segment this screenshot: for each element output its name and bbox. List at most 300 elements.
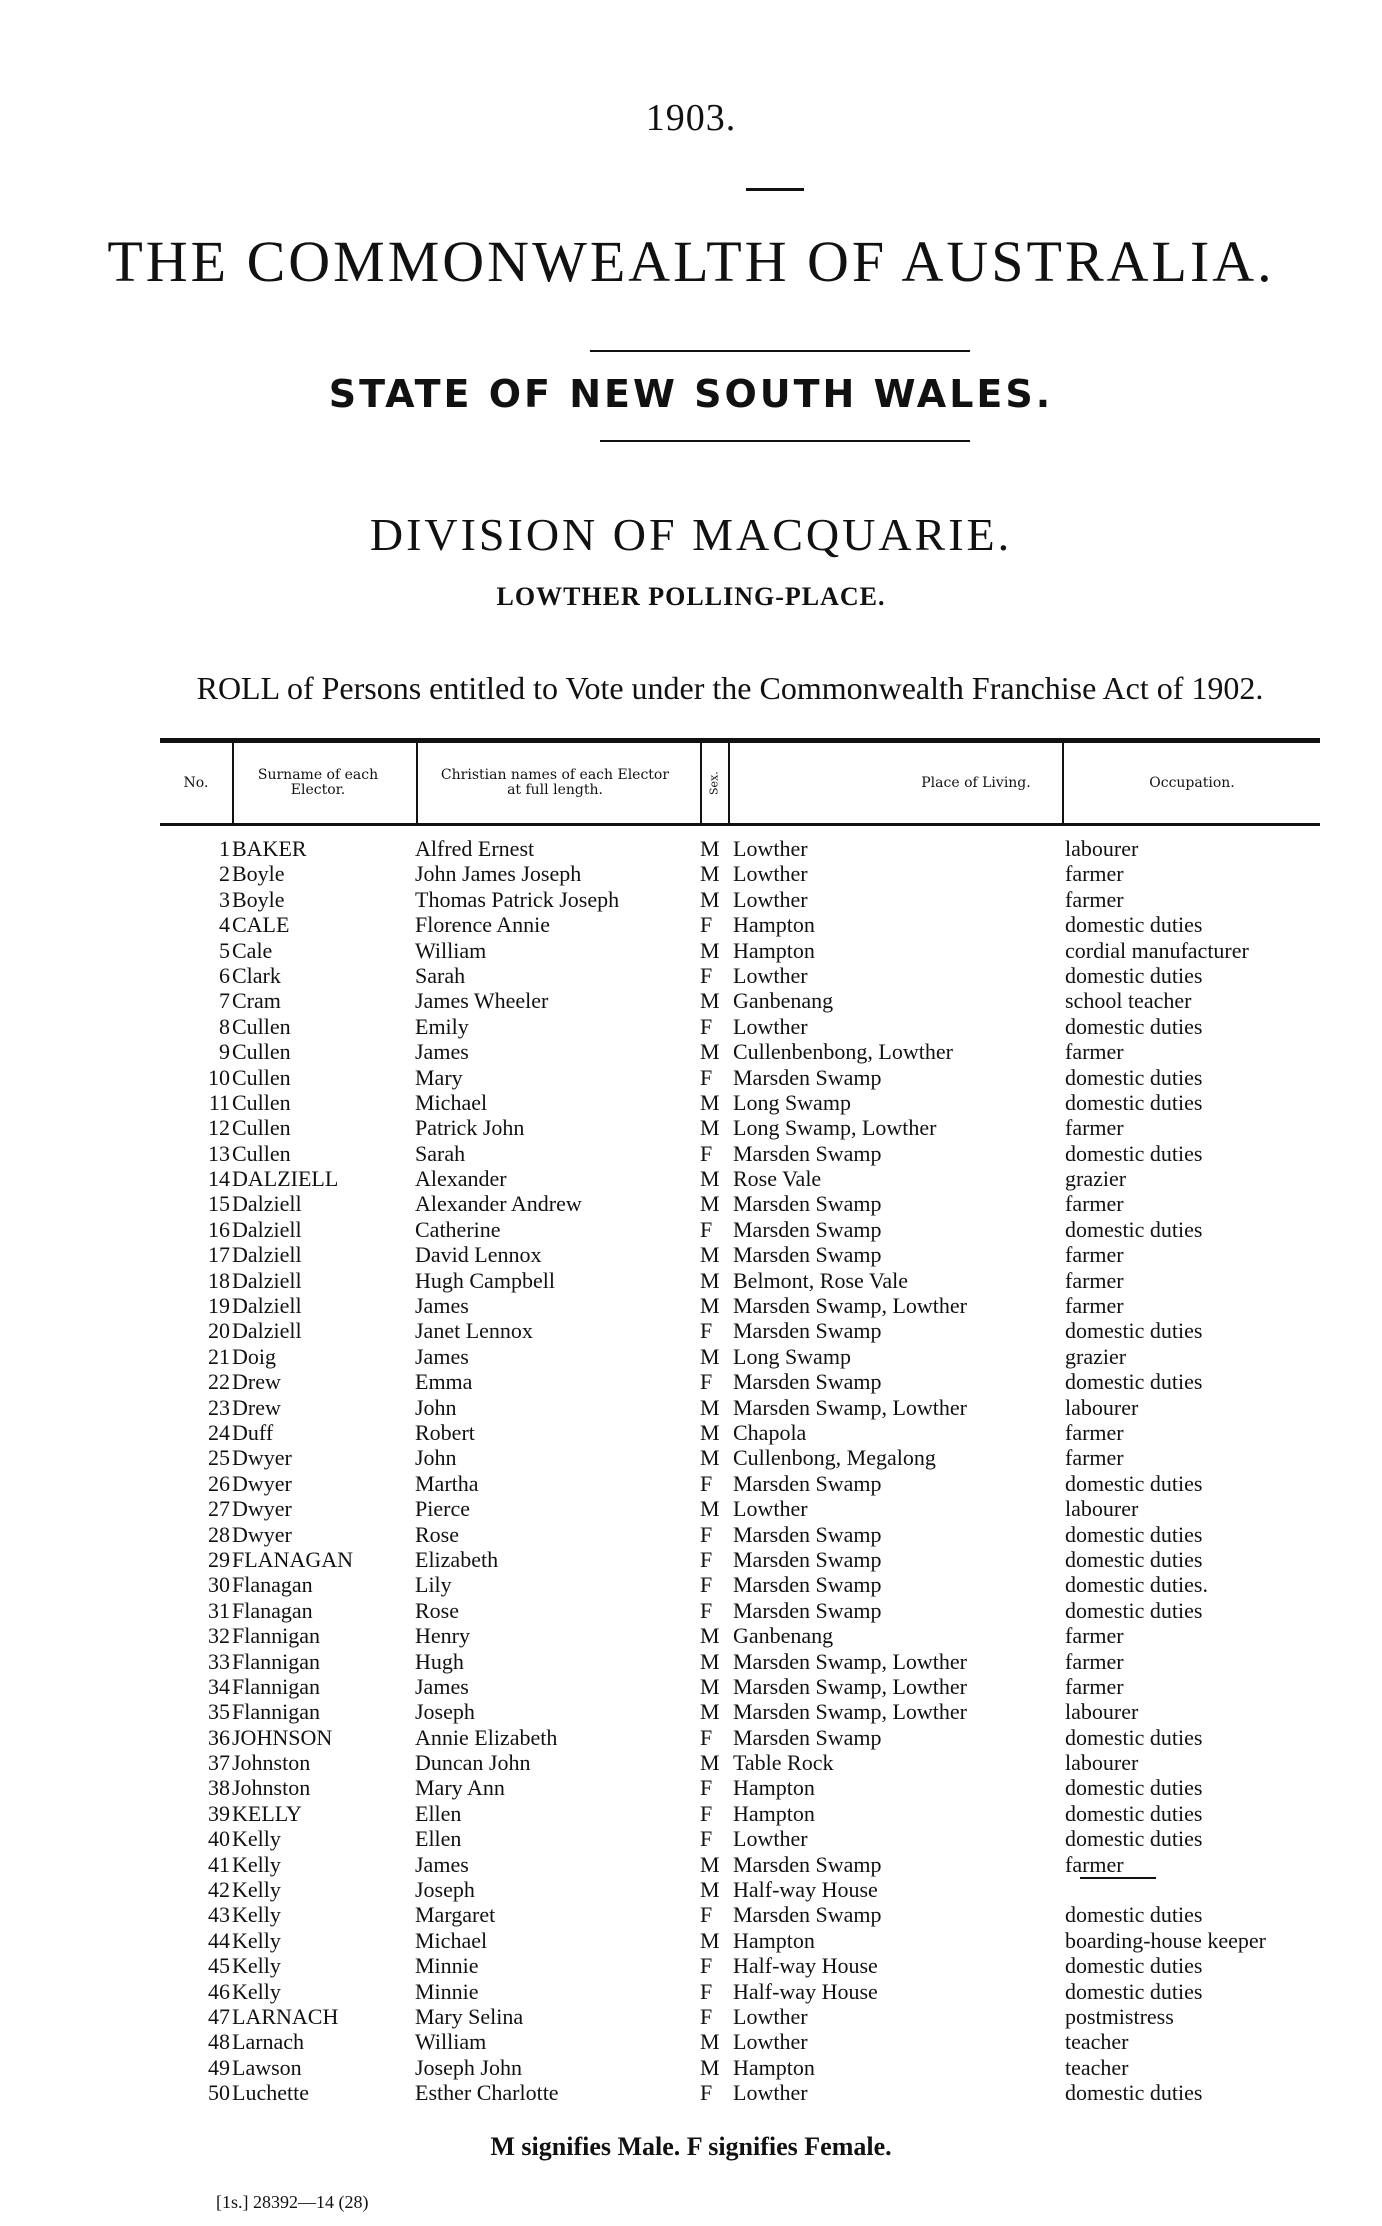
table-row: [160, 1902, 1320, 1927]
elector-christian-names: Joseph: [415, 1877, 475, 1903]
table-row: [160, 1852, 1320, 1877]
elector-number: 44: [208, 1927, 230, 1953]
elector-place-of-living: Marsden Swamp, Lowther: [733, 1699, 968, 1725]
document-title: THE COMMONWEALTH OF AUSTRALIA.: [107, 229, 1275, 294]
elector-christian-names: James Wheeler: [415, 988, 549, 1014]
elector-occupation: domestic duties: [1065, 1064, 1203, 1090]
elector-surname: Kelly: [232, 1978, 281, 2004]
elector-surname: Dwyer: [232, 1445, 292, 1471]
table-row: [160, 1090, 1320, 1115]
elector-occupation: farmer: [1065, 1623, 1124, 1649]
elector-sex: F: [700, 1369, 713, 1395]
elector-place-of-living: Half-way House: [733, 1953, 878, 1979]
elector-surname: Lawson: [232, 2054, 302, 2080]
header-surname: Surname of each Elector.: [257, 767, 379, 798]
elector-place-of-living: Marsden Swamp: [733, 1851, 882, 1877]
elector-surname: Kelly: [232, 1877, 281, 1903]
elector-number: 37: [208, 1750, 230, 1776]
elector-occupation: domestic duties: [1065, 1978, 1203, 2004]
elector-surname: Cullen: [232, 1013, 291, 1039]
elector-sex: M: [700, 836, 720, 861]
elector-number: 40: [208, 1826, 230, 1852]
elector-number: 11: [208, 1089, 230, 1115]
table-row: [160, 1293, 1320, 1318]
elector-number: 4: [219, 912, 230, 938]
elector-sex: F: [700, 1978, 713, 2004]
elector-occupation: domestic duties: [1065, 912, 1203, 938]
elector-number: 36: [208, 1724, 230, 1750]
elector-christian-names: James: [415, 1293, 469, 1319]
elector-occupation: domestic duties: [1065, 1470, 1203, 1496]
elector-christian-names: Emma: [415, 1369, 473, 1395]
elector-sex: F: [700, 2080, 713, 2106]
elector-sex: M: [700, 1394, 720, 1420]
elector-christian-names: Mary Ann: [415, 1775, 505, 1801]
elector-christian-names: Henry: [415, 1623, 470, 1649]
elector-surname: Kelly: [232, 1927, 281, 1953]
elector-occupation: domestic duties: [1065, 2080, 1203, 2106]
elector-christian-names: Rose: [415, 1521, 459, 1547]
elector-place-of-living: Hampton: [733, 937, 815, 963]
elector-number: 45: [208, 1953, 230, 1979]
elector-sex: F: [700, 1470, 713, 1496]
elector-surname: Dalziell: [232, 1216, 302, 1242]
elector-place-of-living: Marsden Swamp: [733, 1572, 882, 1598]
elector-surname: Drew: [232, 1369, 281, 1395]
elector-place-of-living: Hampton: [733, 1927, 815, 1953]
elector-sex: M: [700, 1877, 720, 1903]
elector-sex: M: [700, 1445, 720, 1471]
elector-place-of-living: Marsden Swamp: [733, 1470, 882, 1496]
elector-place-of-living: Hampton: [733, 1800, 815, 1826]
elector-occupation: domestic duties: [1065, 1724, 1203, 1750]
table-row: [160, 1471, 1320, 1496]
elector-surname: Kelly: [232, 1953, 281, 1979]
elector-number: 48: [208, 2029, 230, 2055]
elector-place-of-living: Chapola: [733, 1419, 807, 1445]
elector-surname: Cullen: [232, 1064, 291, 1090]
elector-occupation: postmistress: [1065, 2003, 1174, 2029]
elector-place-of-living: Long Swamp, Lowther: [733, 1115, 937, 1141]
elector-christian-names: William: [415, 2029, 487, 2055]
elector-number: 8: [219, 1013, 230, 1039]
elector-sex: F: [700, 2003, 713, 2029]
elector-place-of-living: Lowther: [733, 962, 808, 988]
elector-place-of-living: Lowther: [733, 2029, 808, 2055]
table-row: [160, 1420, 1320, 1445]
elector-number: 2: [219, 861, 230, 887]
elector-number: 24: [208, 1419, 230, 1445]
elector-place-of-living: Marsden Swamp: [733, 1318, 882, 1344]
elector-occupation: cordial manufacturer: [1065, 937, 1249, 963]
elector-number: 28: [208, 1521, 230, 1547]
elector-sex: F: [700, 1800, 713, 1826]
elector-number: 19: [208, 1293, 230, 1319]
elector-occupation: grazier: [1065, 1343, 1127, 1369]
elector-occupation: domestic duties: [1065, 1597, 1203, 1623]
elector-sex: F: [700, 1140, 713, 1166]
elector-surname: Cram: [232, 988, 281, 1014]
elector-number: 43: [208, 1902, 230, 1928]
elector-occupation: domestic duties: [1065, 1089, 1203, 1115]
elector-occupation: teacher: [1065, 2054, 1129, 2080]
elector-christian-names: Hugh: [415, 1648, 464, 1674]
elector-surname: Johnston: [232, 1750, 311, 1776]
elector-christian-names: Minnie: [415, 1953, 479, 1979]
elector-sex: M: [700, 1293, 720, 1319]
table-row: [160, 2004, 1320, 2029]
elector-place-of-living: Table Rock: [733, 1750, 834, 1776]
elector-christian-names: Ellen: [415, 1800, 462, 1826]
table-row: [160, 1522, 1320, 1547]
elector-surname: Flannigan: [232, 1623, 320, 1649]
elector-christian-names: Margaret: [415, 1902, 496, 1928]
elector-number: 5: [219, 937, 230, 963]
elector-place-of-living: Lowther: [733, 1013, 808, 1039]
elector-christian-names: Esther Charlotte: [415, 2080, 559, 2106]
table-row: [160, 1191, 1320, 1216]
roll-table-body: [160, 836, 1320, 2106]
elector-sex: M: [700, 1267, 720, 1293]
elector-surname: JOHNSON: [232, 1724, 333, 1750]
elector-surname: Dalziell: [232, 1191, 302, 1217]
elector-surname: Johnston: [232, 1775, 311, 1801]
elector-sex: M: [700, 2029, 720, 2055]
elector-surname: Cullen: [232, 1115, 291, 1141]
elector-christian-names: James: [415, 1039, 469, 1065]
elector-number: 34: [208, 1673, 230, 1699]
table-row: [160, 1928, 1320, 1953]
elector-sex: F: [700, 962, 713, 988]
table-row: [160, 1344, 1320, 1369]
table-row: [160, 861, 1320, 886]
elector-sex: M: [700, 886, 720, 912]
elector-sex: F: [700, 1318, 713, 1344]
column-divider: [416, 743, 418, 823]
elector-place-of-living: Hampton: [733, 1775, 815, 1801]
elector-occupation: domestic duties: [1065, 1216, 1203, 1242]
elector-occupation: labourer: [1065, 1394, 1139, 1420]
elector-occupation: labourer: [1065, 1496, 1139, 1522]
elector-occupation: farmer: [1065, 1191, 1124, 1217]
elector-sex: M: [700, 1623, 720, 1649]
elector-surname: Dalziell: [232, 1318, 302, 1344]
elector-number: 27: [208, 1496, 230, 1522]
elector-place-of-living: Lowther: [733, 2080, 808, 2106]
elector-sex: M: [700, 1242, 720, 1268]
table-row: [160, 1166, 1320, 1191]
table-row: [160, 1445, 1320, 1470]
elector-number: 39: [208, 1800, 230, 1826]
elector-occupation: school teacher: [1065, 988, 1192, 1014]
table-row: [160, 1395, 1320, 1420]
elector-sex: M: [700, 1115, 720, 1141]
elector-surname: Flanagan: [232, 1597, 313, 1623]
table-row: [160, 938, 1320, 963]
table-row: [160, 1369, 1320, 1394]
table-row: [160, 1979, 1320, 2004]
elector-surname: Cale: [232, 937, 273, 963]
elector-christian-names: Catherine: [415, 1216, 501, 1242]
elector-occupation: boarding-house keeper: [1065, 1927, 1266, 1953]
table-row: [160, 1115, 1320, 1140]
table-row: [160, 1268, 1320, 1293]
elector-number: 25: [208, 1445, 230, 1471]
elector-sex: F: [700, 1546, 713, 1572]
elector-occupation: farmer: [1065, 886, 1124, 912]
elector-sex: M: [700, 1927, 720, 1953]
elector-surname: Boyle: [232, 886, 285, 912]
elector-number: 21: [208, 1343, 230, 1369]
elector-place-of-living: Long Swamp: [733, 1089, 851, 1115]
elector-surname: DALZIELL: [232, 1166, 339, 1192]
elector-place-of-living: Hampton: [733, 912, 815, 938]
elector-christian-names: James: [415, 1673, 469, 1699]
elector-christian-names: Patrick John: [415, 1115, 525, 1141]
elector-occupation: farmer: [1065, 1851, 1124, 1877]
elector-occupation: domestic duties: [1065, 1521, 1203, 1547]
elector-occupation: domestic duties: [1065, 1775, 1203, 1801]
header-occupation: Occupation.: [1149, 774, 1235, 791]
elector-occupation: domestic duties: [1065, 1800, 1203, 1826]
elector-number: 17: [208, 1242, 230, 1268]
elector-christian-names: Emily: [415, 1013, 469, 1039]
occupation-blank-rule: [1080, 1877, 1156, 1879]
elector-christian-names: Sarah: [415, 1140, 466, 1166]
elector-number: 32: [208, 1623, 230, 1649]
table-row: [160, 1775, 1320, 1800]
elector-place-of-living: Marsden Swamp: [733, 1369, 882, 1395]
elector-surname: Luchette: [232, 2080, 309, 2106]
elector-surname: Cullen: [232, 1039, 291, 1065]
elector-christian-names: Ellen: [415, 1826, 462, 1852]
elector-occupation: farmer: [1065, 1115, 1124, 1141]
table-row: [160, 988, 1320, 1013]
elector-place-of-living: Ganbenang: [733, 1623, 834, 1649]
elector-christian-names: James: [415, 1343, 469, 1369]
elector-surname: Clark: [232, 962, 281, 988]
elector-surname: FLANAGAN: [232, 1546, 353, 1572]
elector-place-of-living: Lowther: [733, 2003, 808, 2029]
table-row: [160, 1598, 1320, 1623]
elector-sex: M: [700, 988, 720, 1014]
elector-surname: BAKER: [232, 836, 307, 861]
elector-place-of-living: Lowther: [733, 886, 808, 912]
elector-christian-names: Elizabeth: [415, 1546, 499, 1572]
elector-sex: F: [700, 1902, 713, 1928]
table-row: [160, 1623, 1320, 1648]
elector-sex: M: [700, 1191, 720, 1217]
elector-number: 49: [208, 2054, 230, 2080]
elector-sex: M: [700, 1673, 720, 1699]
elector-surname: Kelly: [232, 1902, 281, 1928]
elector-number: 13: [208, 1140, 230, 1166]
elector-place-of-living: Lowther: [733, 1496, 808, 1522]
elector-occupation: farmer: [1065, 1039, 1124, 1065]
elector-place-of-living: Marsden Swamp: [733, 1902, 882, 1928]
elector-number: 7: [219, 988, 230, 1014]
elector-christian-names: Duncan John: [415, 1750, 531, 1776]
elector-surname: Dalziell: [232, 1293, 302, 1319]
elector-sex: F: [700, 1826, 713, 1852]
table-row: [160, 963, 1320, 988]
elector-place-of-living: Marsden Swamp: [733, 1064, 882, 1090]
polling-place-heading: LOWTHER POLLING-PLACE.: [496, 582, 886, 611]
elector-sex: M: [700, 1166, 720, 1192]
elector-christian-names: Joseph John: [415, 2054, 522, 2080]
header-christian-names: Christian names of each Elector at full length.: [440, 767, 670, 798]
elector-number: 15: [208, 1191, 230, 1217]
elector-place-of-living: Lowther: [733, 1826, 808, 1852]
elector-occupation: farmer: [1065, 1648, 1124, 1674]
table-row: [160, 1725, 1320, 1750]
elector-christian-names: Mary Selina: [415, 2003, 524, 2029]
elector-sex: F: [700, 1064, 713, 1090]
elector-sex: M: [700, 1039, 720, 1065]
elector-sex: M: [700, 1699, 720, 1725]
elector-sex: F: [700, 912, 713, 938]
elector-place-of-living: Half-way House: [733, 1978, 878, 2004]
elector-number: 38: [208, 1775, 230, 1801]
elector-place-of-living: Marsden Swamp: [733, 1191, 882, 1217]
elector-number: 41: [208, 1851, 230, 1877]
elector-sex: F: [700, 1521, 713, 1547]
elector-occupation: domestic duties: [1065, 1318, 1203, 1344]
table-row: [160, 1953, 1320, 1978]
elector-sex: F: [700, 1597, 713, 1623]
elector-sex: F: [700, 1953, 713, 1979]
sex-legend-note: M signifies Male. F signifies Female.: [490, 2132, 892, 2161]
elector-surname: Cullen: [232, 1089, 291, 1115]
table-row: [160, 1242, 1320, 1267]
elector-sex: M: [700, 861, 720, 887]
elector-christian-names: Robert: [415, 1419, 475, 1445]
elector-place-of-living: Cullenbenbong, Lowther: [733, 1039, 953, 1065]
elector-surname: Dwyer: [232, 1470, 292, 1496]
column-divider: [232, 743, 234, 823]
elector-number: 1: [219, 836, 230, 861]
divider-rule: [746, 188, 804, 191]
elector-place-of-living: Marsden Swamp, Lowther: [733, 1648, 968, 1674]
elector-occupation: grazier: [1065, 1166, 1127, 1192]
elector-christian-names: Minnie: [415, 1978, 479, 2004]
elector-christian-names: Michael: [415, 1089, 488, 1115]
elector-occupation: farmer: [1065, 1242, 1124, 1268]
elector-place-of-living: Hampton: [733, 2054, 815, 2080]
elector-christian-names: Florence Annie: [415, 912, 551, 938]
elector-place-of-living: Rose Vale: [733, 1166, 822, 1192]
elector-christian-names: Alexander: [415, 1166, 507, 1192]
elector-surname: Dwyer: [232, 1521, 292, 1547]
table-row: [160, 1014, 1320, 1039]
elector-surname: Drew: [232, 1394, 281, 1420]
header-place: Place of Living.: [921, 774, 1031, 791]
elector-occupation: farmer: [1065, 1673, 1124, 1699]
elector-surname: CALE: [232, 912, 290, 938]
elector-occupation: farmer: [1065, 1445, 1124, 1471]
elector-surname: Flannigan: [232, 1648, 320, 1674]
elector-number: 29: [208, 1546, 230, 1572]
elector-christian-names: David Lennox: [415, 1242, 542, 1268]
elector-surname: KELLY: [232, 1800, 302, 1826]
elector-surname: Flannigan: [232, 1673, 320, 1699]
elector-place-of-living: Marsden Swamp: [733, 1216, 882, 1242]
elector-number: 16: [208, 1216, 230, 1242]
elector-number: 35: [208, 1699, 230, 1725]
table-row: [160, 2080, 1320, 2105]
elector-place-of-living: Half-way House: [733, 1877, 878, 1903]
elector-occupation: domestic duties: [1065, 1546, 1203, 1572]
table-row: [160, 1065, 1320, 1090]
elector-place-of-living: Marsden Swamp: [733, 1140, 882, 1166]
elector-number: 46: [208, 1978, 230, 2004]
elector-christian-names: Alexander Andrew: [415, 1191, 582, 1217]
elector-christian-names: Hugh Campbell: [415, 1267, 555, 1293]
elector-surname: Flannigan: [232, 1699, 320, 1725]
elector-sex: M: [700, 1648, 720, 1674]
table-row: [160, 2029, 1320, 2054]
elector-place-of-living: Lowther: [733, 836, 808, 861]
roll-heading: ROLL of Persons entitled to Vote under the Commonwealth Franchise Act of 1902.: [196, 670, 1264, 706]
elector-surname: Duff: [232, 1419, 274, 1445]
elector-sex: M: [700, 1419, 720, 1445]
elector-christian-names: Annie Elizabeth: [415, 1724, 558, 1750]
elector-surname: Larnach: [232, 2029, 305, 2055]
table-row: [160, 1674, 1320, 1699]
elector-christian-names: John: [415, 1394, 457, 1420]
elector-occupation: farmer: [1065, 861, 1124, 887]
elector-place-of-living: Marsden Swamp: [733, 1546, 882, 1572]
print-reference: [1s.] 28392—14 (28): [216, 2192, 369, 2212]
elector-place-of-living: Lowther: [733, 861, 808, 887]
table-row: [160, 1699, 1320, 1724]
elector-surname: Dalziell: [232, 1267, 302, 1293]
divider-rule: [590, 350, 970, 352]
elector-christian-names: Martha: [415, 1470, 479, 1496]
table-row: [160, 887, 1320, 912]
elector-number: 22: [208, 1369, 230, 1395]
elector-number: 12: [208, 1115, 230, 1141]
elector-number: 30: [208, 1572, 230, 1598]
table-row: [160, 836, 1320, 861]
elector-place-of-living: Marsden Swamp: [733, 1724, 882, 1750]
elector-christian-names: Thomas Patrick Joseph: [415, 886, 620, 912]
table-row: [160, 1826, 1320, 1851]
document-year: 1903.: [645, 97, 737, 139]
elector-surname: Dalziell: [232, 1242, 302, 1268]
elector-surname: Flanagan: [232, 1572, 313, 1598]
elector-sex: F: [700, 1572, 713, 1598]
elector-christian-names: James: [415, 1851, 469, 1877]
elector-place-of-living: Marsden Swamp: [733, 1597, 882, 1623]
elector-surname: Dwyer: [232, 1496, 292, 1522]
elector-occupation: labourer: [1065, 1750, 1139, 1776]
elector-place-of-living: Marsden Swamp, Lowther: [733, 1673, 968, 1699]
elector-christian-names: Rose: [415, 1597, 459, 1623]
table-row: [160, 1496, 1320, 1521]
table-row: [160, 1547, 1320, 1572]
elector-sex: M: [700, 937, 720, 963]
elector-christian-names: William: [415, 937, 487, 963]
elector-christian-names: Joseph: [415, 1699, 475, 1725]
elector-occupation: domestic duties: [1065, 1902, 1203, 1928]
elector-christian-names: Alfred Ernest: [415, 836, 535, 861]
table-row: [160, 912, 1320, 937]
elector-number: 47: [208, 2003, 230, 2029]
table-row: [160, 1801, 1320, 1826]
elector-surname: Kelly: [232, 1851, 281, 1877]
division-heading: DIVISION OF MACQUARIE.: [369, 509, 1013, 560]
